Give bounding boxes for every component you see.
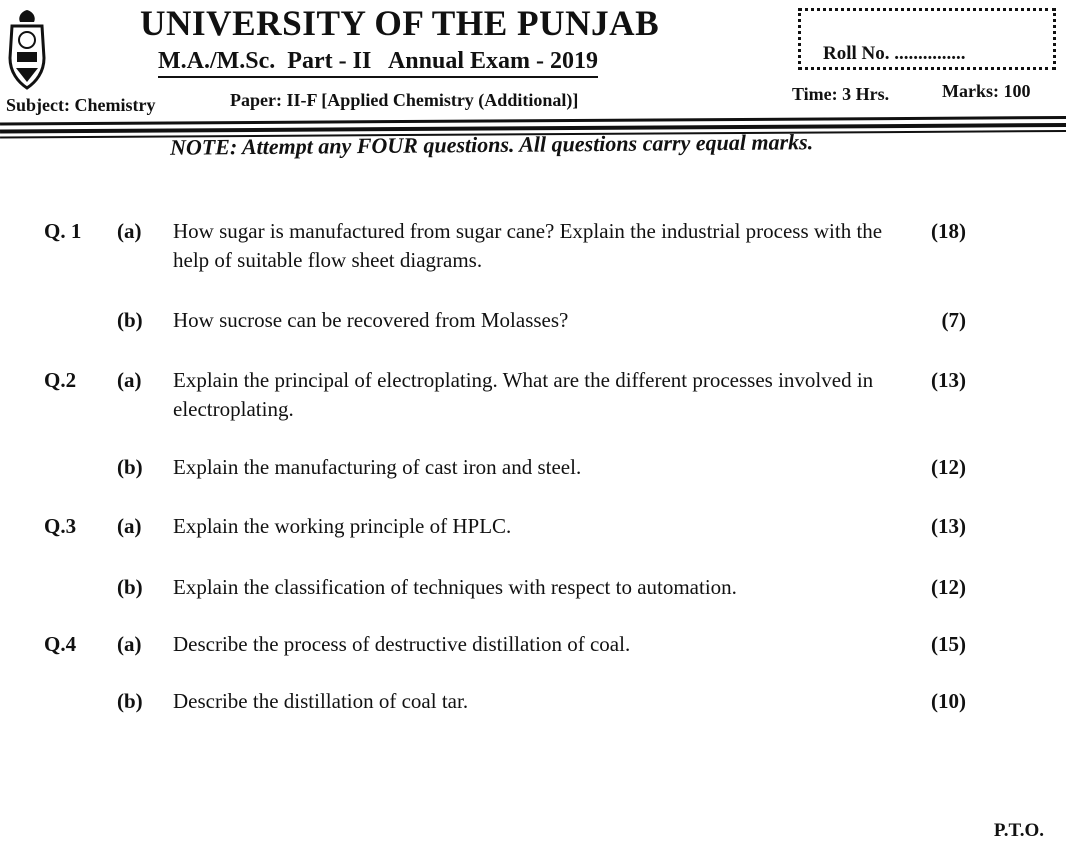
subject-label: Subject: Chemistry bbox=[6, 95, 156, 115]
question-text: Explain the principal of electroplating. What are the different processes involved in electroplating. bbox=[173, 368, 874, 421]
question-part-label: (b) bbox=[117, 689, 143, 713]
question-part-label: (a) bbox=[117, 514, 142, 538]
question-part-label: (b) bbox=[117, 308, 143, 332]
question-number: Q.2 bbox=[44, 368, 77, 392]
question-text: How sugar is manufactured from sugar cane? Explain the industrial process with the help of suitable flow sheet diagrams. bbox=[173, 219, 883, 272]
question-marks: (12) bbox=[931, 455, 966, 479]
exam-title: M.A./M.Sc. Part - II Annual Exam - 2019 bbox=[158, 48, 598, 78]
question-text: How sucrose can be recovered from Molasses? bbox=[173, 308, 569, 332]
roll-number-label: Roll No. ............... bbox=[823, 43, 966, 64]
paper-label: Paper: II-F [Applied Chemistry (Additional)] bbox=[230, 90, 579, 110]
university-title: UNIVERSITY OF THE PUNJAB bbox=[140, 3, 660, 43]
question-marks: (15) bbox=[931, 632, 966, 656]
time-label: Time: 3 Hrs. bbox=[792, 84, 890, 104]
question-marks: (10) bbox=[931, 689, 966, 713]
please-turn-over: P.T.O. bbox=[993, 820, 1044, 841]
question-part-label: (b) bbox=[117, 455, 143, 479]
question-number: Q. 1 bbox=[44, 219, 82, 243]
question-number: Q.4 bbox=[44, 632, 77, 656]
question-marks: (13) bbox=[931, 514, 966, 538]
question-marks: (7) bbox=[941, 308, 966, 332]
total-marks-label: Marks: 100 bbox=[942, 81, 1031, 101]
question-number: Q.3 bbox=[44, 514, 77, 538]
roll-number-box bbox=[798, 8, 1056, 70]
question-part-label: (a) bbox=[117, 219, 142, 243]
question-marks: (18) bbox=[931, 219, 966, 243]
question-text: Explain the working principle of HPLC. bbox=[173, 514, 512, 538]
question-part-label: (a) bbox=[117, 368, 142, 392]
question-text: Describe the distillation of coal tar. bbox=[173, 689, 469, 713]
question-part-label: (b) bbox=[117, 575, 143, 599]
university-crest-logo bbox=[6, 8, 48, 90]
question-text: Describe the process of destructive distillation of coal. bbox=[173, 632, 631, 656]
question-text: Explain the manufacturing of cast iron and steel. bbox=[173, 455, 582, 479]
question-part-label: (a) bbox=[117, 632, 142, 656]
question-text: Explain the classification of techniques with respect to automation. bbox=[173, 575, 737, 599]
question-marks: (12) bbox=[931, 575, 966, 599]
exam-note: NOTE: Attempt any FOUR questions. All questions carry equal marks. bbox=[169, 129, 814, 160]
question-marks: (13) bbox=[931, 368, 966, 392]
